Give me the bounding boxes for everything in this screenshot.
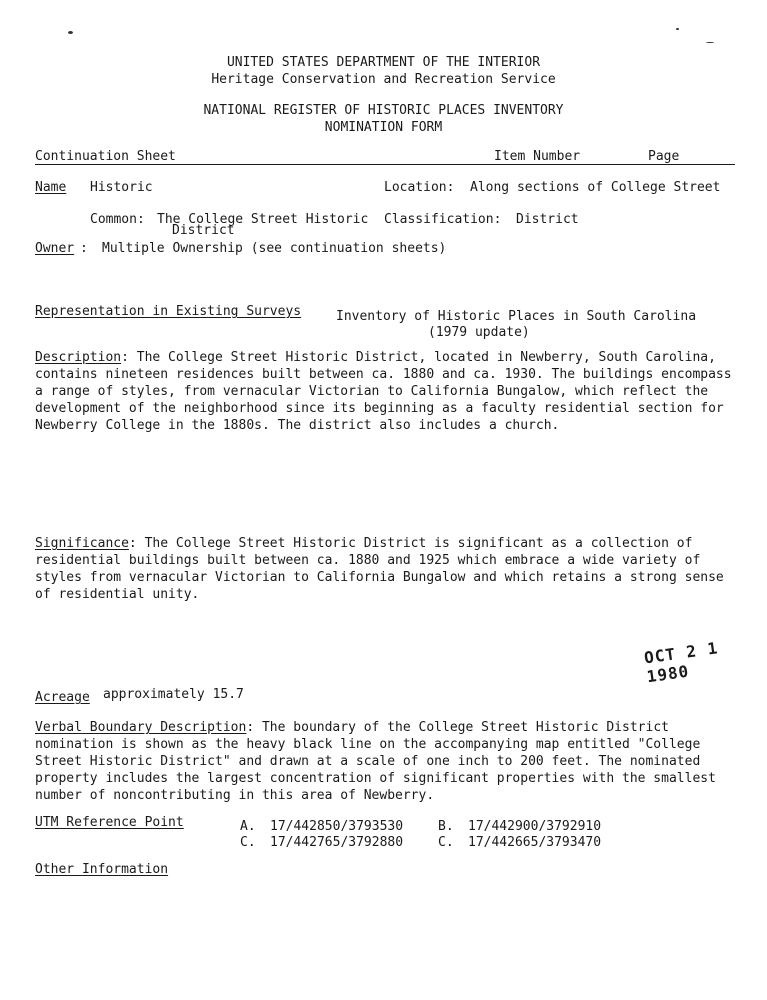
item-number-label: Item Number <box>494 149 581 164</box>
utm-letter-a: A. <box>240 819 256 834</box>
scan-speck <box>68 31 73 34</box>
description-paragraph <box>35 349 735 434</box>
owner-colon: : <box>80 241 88 256</box>
utm-value-a: 17/442850/3793530 <box>270 819 404 834</box>
other-information-label: Other Information <box>35 862 169 877</box>
page-label: Page <box>648 149 680 164</box>
description-label: Description <box>35 350 122 365</box>
common-value-cont: District <box>172 223 235 238</box>
sheet-bar-rule <box>35 164 735 165</box>
scan-speck <box>706 42 714 43</box>
owner-label: Owner <box>35 241 75 256</box>
surveys-value: Inventory of Historic Places in South Carolina <box>336 309 697 324</box>
historic-value: Historic <box>90 180 153 195</box>
description-text: : The College Street Historic District, located in Newberry, South Carolina, contains nineteen residences built between ca. 1880 and ca. 1930. The buildings encompass a range of styles, from vernacular Victorian to California Bungalow, which reflect the development of the neighborhood since its beginning as a faculty residential section for Newberry College in the 1880s. The district also includes a church. <box>35 350 732 433</box>
surveys-label: Representation in Existing Surveys <box>35 304 302 319</box>
form-title: NOMINATION FORM <box>324 120 443 135</box>
utm-value-c: 17/442765/3792880 <box>270 835 404 850</box>
boundary-paragraph <box>35 719 735 804</box>
common-label: Common: <box>90 212 145 227</box>
received-date-stamp: OCT 2 1 1980 <box>642 638 720 687</box>
classification-label: Classification: <box>384 212 502 227</box>
service-title: Heritage Conservation and Recreation Service <box>211 72 556 87</box>
location-value: Along sections of College Street <box>470 180 721 195</box>
acreage-value: approximately 15.7 <box>103 687 244 702</box>
owner-value: Multiple Ownership (see continuation sheets) <box>102 241 447 256</box>
department-title: UNITED STATES DEPARTMENT OF THE INTERIOR <box>226 55 541 70</box>
significance-paragraph <box>35 535 735 603</box>
utm-letter-b: B. <box>438 819 454 834</box>
boundary-label: Verbal Boundary Description <box>35 720 247 735</box>
classification-value: District <box>516 212 579 227</box>
register-title: NATIONAL REGISTER OF HISTORIC PLACES INVENTORY <box>203 103 564 118</box>
scan-speck <box>676 28 679 30</box>
acreage-label: Acreage <box>35 690 90 705</box>
significance-text: : The College Street Historic District is significant as a collection of residential buildings built between ca. 1880 and 1925 which embrace a wide variety of styles from vernacular Victorian to California Bungalow and which retains a strong sense of residential unity. <box>35 536 724 602</box>
utm-value-d: 17/442665/3793470 <box>468 835 602 850</box>
common-value: The College Street Historic <box>157 212 369 227</box>
utm-label: UTM Reference Point <box>35 815 184 830</box>
significance-label: Significance <box>35 536 129 551</box>
location-label: Location: <box>384 180 455 195</box>
surveys-value-cont: (1979 update) <box>428 325 530 340</box>
utm-letter-d: C. <box>438 835 454 850</box>
continuation-sheet-label: Continuation Sheet <box>35 149 176 164</box>
utm-letter-c: C. <box>240 835 256 850</box>
boundary-text: : The boundary of the College Street Historic District nomination is shown as the heavy black line on the accompanying map entitled "College Street Historic District" and drawn at a scale of one inch to 200 feet. The nominated property includes the largest concentration of significant properties with the smallest number of noncontributing in this area of Newberry. <box>35 720 716 803</box>
utm-value-b: 17/442900/3792910 <box>468 819 602 834</box>
name-label: Name <box>35 180 67 195</box>
